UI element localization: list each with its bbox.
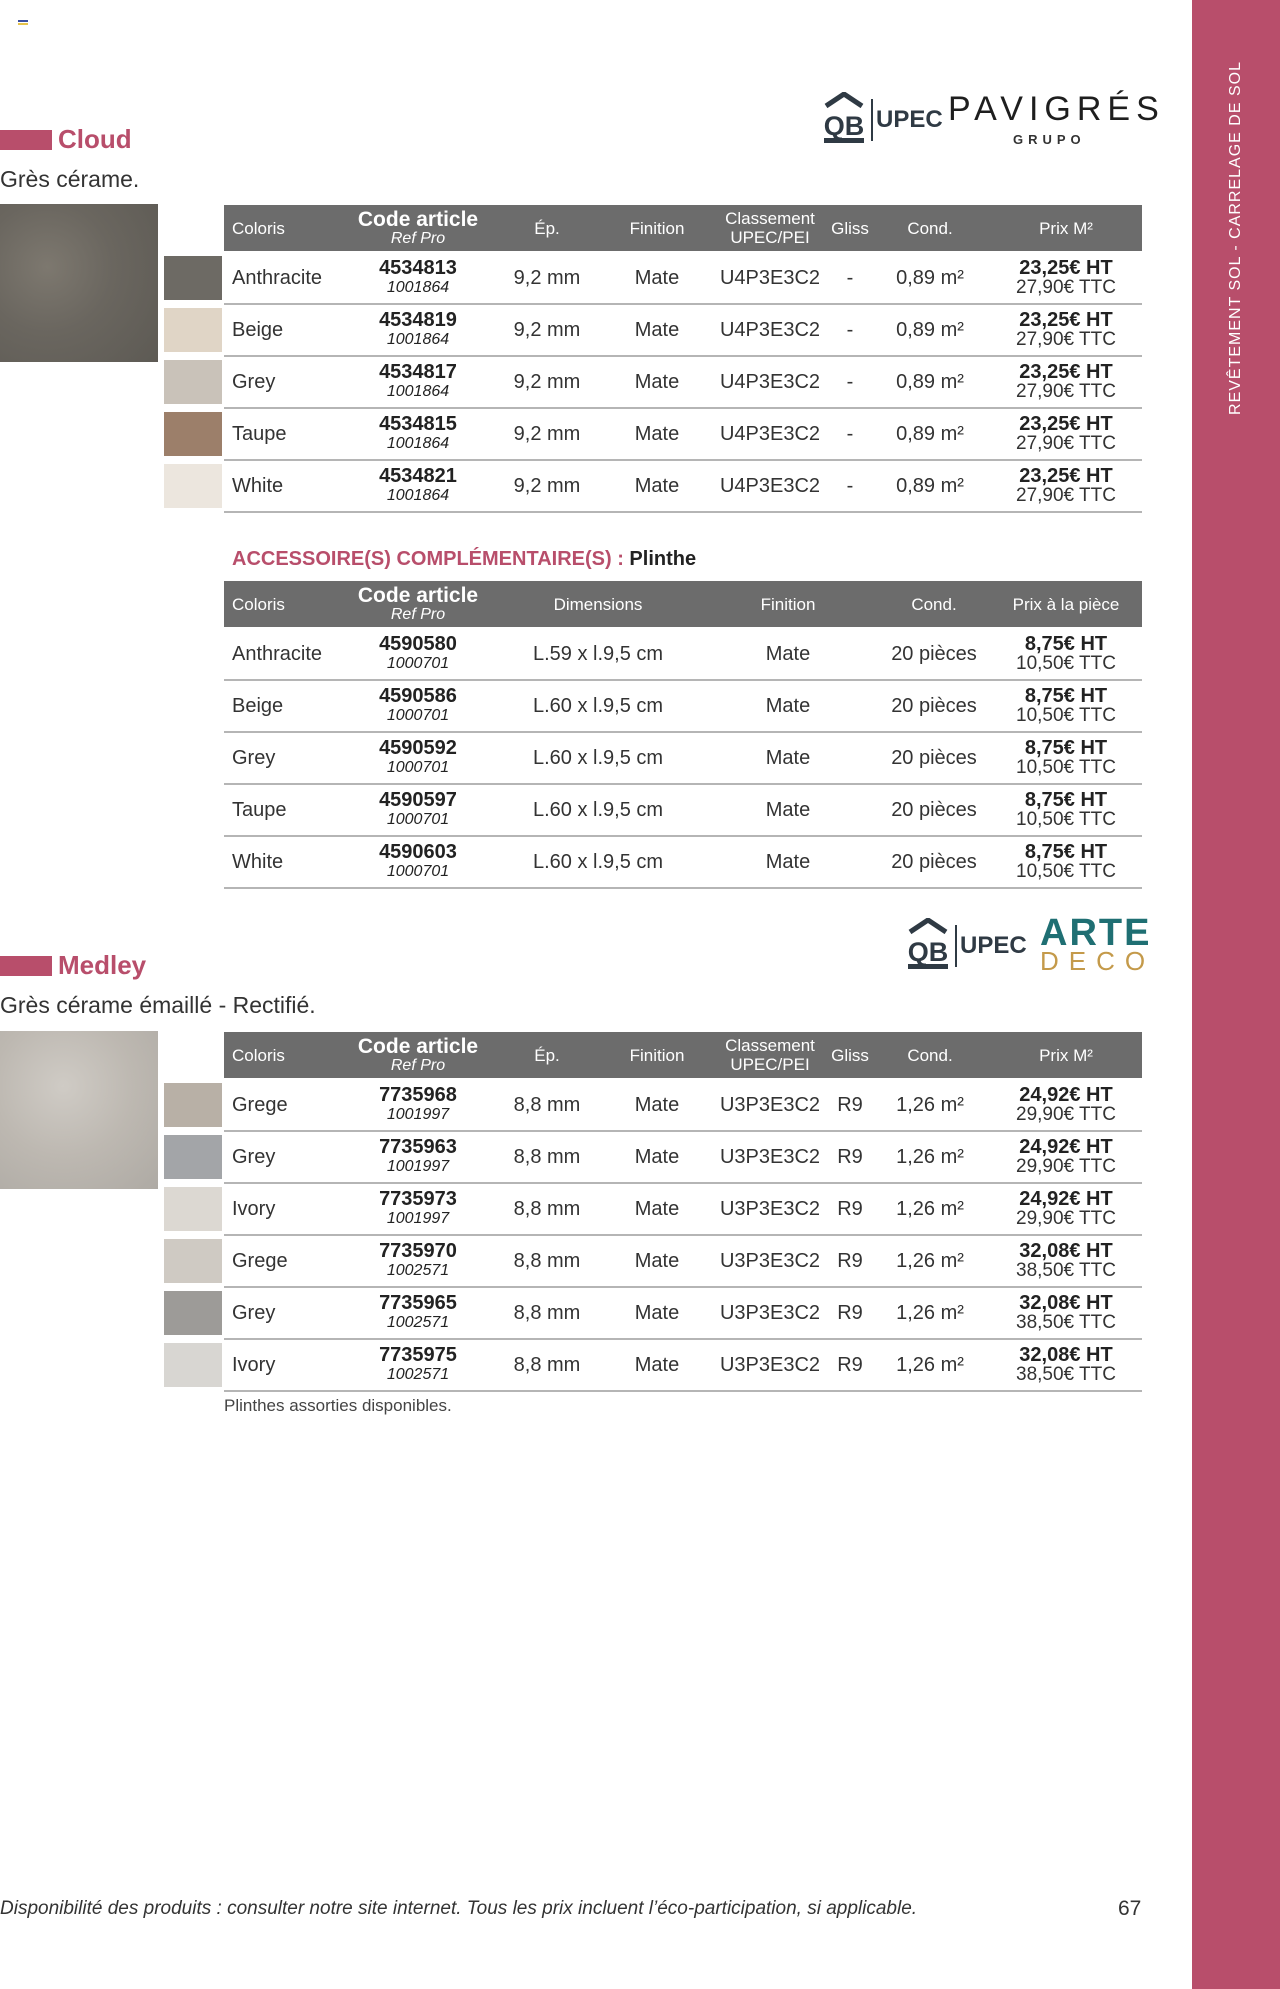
price-ht: 8,75€ HT: [1024, 685, 1108, 707]
footer-disclaimer: Disponibilité des produits : consulter notre site internet. Tous les prix incluent l’éco-participation, si applicable.: [0, 1898, 918, 1919]
table-row: [224, 837, 1142, 889]
price-cell: [990, 305, 1142, 355]
article-code: 7735965: [379, 1292, 457, 1314]
table-row: [224, 253, 1142, 305]
thickness-cell: 8,8 mm: [513, 1093, 581, 1116]
classement-cell: U3P3E3C2: [719, 1197, 821, 1220]
classement-cell: U3P3E3C2: [719, 1145, 821, 1168]
col-header-gliss: Gliss: [831, 218, 869, 238]
price-cell: [990, 1184, 1142, 1234]
cond-cell: 0,89 m²: [896, 422, 964, 445]
color-swatch: [164, 1187, 222, 1231]
code-cell: [344, 1132, 492, 1182]
price-ttc: 29,90€ TTC: [1016, 1156, 1116, 1177]
price-ttc: 10,50€ TTC: [1016, 861, 1116, 882]
coloris-cell: Beige: [232, 694, 284, 717]
finish-cell: Mate: [634, 1197, 680, 1220]
coloris-cell: Grey: [232, 1301, 276, 1324]
article-code: 4534813: [379, 257, 457, 279]
color-swatch: [164, 1135, 222, 1179]
code-cell: [344, 357, 492, 407]
thickness-cell: 8,8 mm: [513, 1301, 581, 1324]
finish-cell: Mate: [634, 1301, 680, 1324]
article-code: 4534819: [379, 309, 457, 331]
price-ht: 24,92€ HT: [1019, 1188, 1113, 1210]
logo-divider: [871, 99, 873, 141]
gliss-cell: R9: [837, 1197, 863, 1220]
code-cell: [344, 409, 492, 459]
col-header-finition: Finition: [629, 218, 685, 238]
col-header-prix: Prix à la pièce: [1012, 594, 1120, 614]
price-ttc: 27,90€ TTC: [1016, 485, 1116, 506]
price-ht: 24,92€ HT: [1019, 1136, 1113, 1158]
price-ht: 32,08€ HT: [1019, 1344, 1113, 1366]
col-header-ref-label: Ref Pro: [390, 1056, 446, 1074]
price-ht: 8,75€ HT: [1024, 633, 1108, 655]
table-row: [224, 357, 1142, 409]
classement-cell: U4P3E3C2: [719, 422, 821, 445]
col-header-ref-label: Ref Pro: [390, 605, 446, 623]
price-ttc: 38,50€ TTC: [1016, 1312, 1116, 1333]
price-cell: [990, 1236, 1142, 1286]
color-swatch: [164, 464, 222, 508]
cond-cell: 1,26 m²: [896, 1301, 964, 1324]
side-category-label: REVÊTEMENT SOL - CARRELAGE DE SOL: [1227, 61, 1244, 415]
gliss-cell: R9: [837, 1301, 863, 1324]
col-header-cond: Cond.: [907, 218, 953, 238]
code-cell: [344, 1080, 492, 1130]
upec-logo: UPEC: [876, 106, 943, 133]
table-header: [224, 581, 1142, 627]
finish-cell: Mate: [634, 266, 680, 289]
classement-cell: U4P3E3C2: [719, 370, 821, 393]
price-ttc: 29,90€ TTC: [1016, 1104, 1116, 1125]
section-subtitle-cloud: Grès cérame.: [0, 166, 140, 192]
color-swatch: [164, 1083, 222, 1127]
arte-deco-logo: ARTE: [1040, 912, 1152, 954]
article-code: 7735973: [379, 1188, 457, 1210]
cond-cell: 20 pièces: [891, 694, 977, 717]
table-row: [224, 1288, 1142, 1340]
gliss-cell: -: [846, 474, 854, 497]
price-ttc: 27,90€ TTC: [1016, 277, 1116, 298]
ref-pro-code: 1000701: [386, 759, 450, 776]
code-cell: [344, 1340, 492, 1390]
ref-pro-code: 1001864: [386, 279, 450, 296]
dimensions-cell: L.60 x l.9,5 cm: [532, 694, 664, 717]
finish-cell: Mate: [765, 798, 811, 821]
finish-cell: Mate: [634, 474, 680, 497]
col-header-prix: Prix M²: [1039, 218, 1093, 238]
article-code: 7735963: [379, 1136, 457, 1158]
col-header-classement: Classement UPEC/PEI: [725, 209, 815, 247]
article-code: 4590603: [379, 841, 457, 863]
color-swatch: [164, 360, 222, 404]
cond-cell: 1,26 m²: [896, 1197, 964, 1220]
price-cell: [990, 253, 1142, 303]
price-ht: 32,08€ HT: [1019, 1292, 1113, 1314]
col-header-classement: Classement UPEC/PEI: [725, 1036, 815, 1074]
finish-cell: Mate: [634, 318, 680, 341]
price-cell: [990, 357, 1142, 407]
coloris-cell: Taupe: [232, 422, 287, 445]
gliss-cell: R9: [837, 1249, 863, 1272]
qb-logo-text: QB: [907, 937, 949, 967]
table-row: [224, 1236, 1142, 1288]
thickness-cell: 8,8 mm: [513, 1249, 581, 1272]
product-image-medley: [0, 1031, 158, 1189]
table-row: [224, 1080, 1142, 1132]
article-code: 4534817: [379, 361, 457, 383]
coloris-cell: Taupe: [232, 798, 287, 821]
thickness-cell: 9,2 mm: [513, 318, 581, 341]
cond-cell: 20 pièces: [891, 642, 977, 665]
color-swatch: [164, 256, 222, 300]
article-code: 4590586: [379, 685, 457, 707]
col-header-cond: Cond.: [911, 594, 957, 614]
gliss-cell: -: [846, 266, 854, 289]
dimensions-cell: L.60 x l.9,5 cm: [532, 850, 664, 873]
classement-cell: U3P3E3C2: [719, 1301, 821, 1324]
table-row: [224, 681, 1142, 733]
price-ttc: 38,50€ TTC: [1016, 1260, 1116, 1281]
table-row: [224, 733, 1142, 785]
arte-deco-logo-sub: DECO: [1040, 946, 1156, 976]
qb-logo-text: QB: [823, 111, 865, 141]
ref-pro-code: 1001997: [386, 1158, 450, 1175]
col-header-dimensions: Dimensions: [553, 594, 643, 614]
cond-cell: 20 pièces: [891, 798, 977, 821]
accessories-heading-item: Plinthe: [629, 548, 697, 570]
col-header-code-label: Code article: [357, 1034, 479, 1058]
code-cell: [344, 629, 492, 679]
classement-cell: U4P3E3C2: [719, 318, 821, 341]
col-header-coloris: Coloris: [232, 218, 285, 238]
ref-pro-code: 1000701: [386, 707, 450, 724]
dimensions-cell: L.60 x l.9,5 cm: [532, 746, 664, 769]
table-row: [224, 409, 1142, 461]
coloris-cell: Ivory: [232, 1353, 276, 1376]
accessories-table: [224, 581, 1142, 888]
price-cell: [990, 1080, 1142, 1130]
col-header-ep: Ép.: [534, 218, 560, 238]
code-cell: [344, 461, 492, 511]
col-header-coloris: Coloris: [232, 594, 285, 614]
finish-cell: Mate: [765, 850, 811, 873]
classement-cell: U3P3E3C2: [719, 1249, 821, 1272]
gliss-cell: R9: [837, 1093, 863, 1116]
ref-pro-code: 1001864: [386, 331, 450, 348]
thickness-cell: 9,2 mm: [513, 474, 581, 497]
ref-pro-code: 1001864: [386, 487, 450, 504]
price-ttc: 38,50€ TTC: [1016, 1364, 1116, 1385]
page-number: 67: [1118, 1897, 1142, 1920]
section-title-cloud: Cloud: [58, 124, 132, 154]
col-header-ref-label: Ref Pro: [390, 229, 446, 247]
table-row: [224, 785, 1142, 837]
price-ht: 8,75€ HT: [1024, 737, 1108, 759]
price-ttc: 29,90€ TTC: [1016, 1208, 1116, 1229]
coloris-cell: Grey: [232, 746, 276, 769]
gliss-cell: -: [846, 318, 854, 341]
pavigres-logo-sub: GRUPO: [1013, 132, 1086, 147]
col-header-code: [344, 205, 492, 251]
article-code: 4534815: [379, 413, 457, 435]
ref-pro-code: 1000701: [386, 863, 450, 880]
code-cell: [344, 305, 492, 355]
coloris-cell: Anthracite: [232, 266, 323, 289]
coloris-cell: Grey: [232, 370, 276, 393]
price-ht: 23,25€ HT: [1019, 413, 1113, 435]
price-cell: [990, 837, 1142, 887]
product-table-medley: [224, 1032, 1142, 1392]
price-ttc: 10,50€ TTC: [1016, 705, 1116, 726]
cond-cell: 1,26 m²: [896, 1249, 964, 1272]
finish-cell: Mate: [634, 1249, 680, 1272]
coloris-cell: Grey: [232, 1145, 276, 1168]
cond-cell: 20 pièces: [891, 850, 977, 873]
gliss-cell: R9: [837, 1145, 863, 1168]
article-code: 4590580: [379, 633, 457, 655]
classement-cell: U4P3E3C2: [719, 474, 821, 497]
thickness-cell: 9,2 mm: [513, 370, 581, 393]
finish-cell: Mate: [634, 1353, 680, 1376]
logo-divider: [955, 925, 957, 967]
qb-certification-icon: [906, 918, 950, 970]
code-cell: [344, 681, 492, 731]
price-cell: [990, 785, 1142, 835]
coloris-cell: Beige: [232, 318, 284, 341]
finish-cell: Mate: [765, 694, 811, 717]
section-subtitle-medley: Grès cérame émaillé - Rectifié.: [0, 992, 316, 1018]
color-swatch: [164, 412, 222, 456]
price-cell: [990, 461, 1142, 511]
code-cell: [344, 1288, 492, 1338]
accessories-heading: [232, 548, 696, 571]
code-cell: [344, 733, 492, 783]
price-ht: 23,25€ HT: [1019, 309, 1113, 331]
thickness-cell: 8,8 mm: [513, 1353, 581, 1376]
thickness-cell: 8,8 mm: [513, 1145, 581, 1168]
price-ht: 23,25€ HT: [1019, 361, 1113, 383]
ref-pro-code: 1001864: [386, 383, 450, 400]
ref-pro-code: 1001864: [386, 435, 450, 452]
price-ht: 32,08€ HT: [1019, 1240, 1113, 1262]
price-ttc: 27,90€ TTC: [1016, 433, 1116, 454]
gliss-cell: -: [846, 370, 854, 393]
price-ttc: 10,50€ TTC: [1016, 809, 1116, 830]
code-cell: [344, 253, 492, 303]
pavigres-logo: PAVIGRÉS: [948, 90, 1165, 128]
color-swatch: [164, 1239, 222, 1283]
coloris-cell: White: [232, 474, 284, 497]
coloris-cell: Anthracite: [232, 642, 323, 665]
col-header-prix: Prix M²: [1039, 1045, 1093, 1065]
cond-cell: 1,26 m²: [896, 1353, 964, 1376]
price-cell: [990, 409, 1142, 459]
classement-cell: U3P3E3C2: [719, 1093, 821, 1116]
article-code: 4590592: [379, 737, 457, 759]
coloris-cell: Grege: [232, 1249, 288, 1272]
price-cell: [990, 1340, 1142, 1390]
table-row: [224, 461, 1142, 513]
price-cell: [990, 1132, 1142, 1182]
finish-cell: Mate: [634, 1145, 680, 1168]
price-ttc: 27,90€ TTC: [1016, 381, 1116, 402]
cond-cell: 20 pièces: [891, 746, 977, 769]
col-header-code: [344, 581, 492, 627]
table-header: [224, 1032, 1142, 1078]
table-header: [224, 205, 1142, 251]
color-swatch: [164, 1291, 222, 1335]
cond-cell: 1,26 m²: [896, 1145, 964, 1168]
section-marker: [0, 956, 52, 976]
code-cell: [344, 837, 492, 887]
code-cell: [344, 1236, 492, 1286]
coloris-cell: Grege: [232, 1093, 288, 1116]
price-cell: [990, 1288, 1142, 1338]
medley-note: Plinthes assorties disponibles.: [224, 1396, 452, 1415]
article-code: 4590597: [379, 789, 457, 811]
thickness-cell: 8,8 mm: [513, 1197, 581, 1220]
table-row: [224, 1340, 1142, 1392]
section-title-medley: Medley: [58, 950, 147, 980]
qb-certification-icon: [822, 92, 866, 144]
upec-logo: UPEC: [960, 932, 1027, 959]
table-row: [224, 1132, 1142, 1184]
cond-cell: 0,89 m²: [896, 370, 964, 393]
finish-cell: Mate: [765, 642, 811, 665]
finish-cell: Mate: [634, 370, 680, 393]
article-code: 4534821: [379, 465, 457, 487]
price-ht: 24,92€ HT: [1019, 1084, 1113, 1106]
price-ht: 8,75€ HT: [1024, 789, 1108, 811]
ref-pro-code: 1002571: [386, 1314, 450, 1331]
cond-cell: 0,89 m²: [896, 266, 964, 289]
coloris-cell: Ivory: [232, 1197, 276, 1220]
cond-cell: 1,26 m²: [896, 1093, 964, 1116]
price-ht: 23,25€ HT: [1019, 465, 1113, 487]
article-code: 7735975: [379, 1344, 457, 1366]
finish-cell: Mate: [634, 1093, 680, 1116]
ref-pro-code: 1001997: [386, 1210, 450, 1227]
ref-pro-code: 1002571: [386, 1366, 450, 1383]
corner-flag-icon: [18, 20, 28, 26]
gliss-cell: -: [846, 422, 854, 445]
col-header-cond: Cond.: [907, 1045, 953, 1065]
section-marker: [0, 130, 52, 150]
table-row: [224, 629, 1142, 681]
ref-pro-code: 1000701: [386, 655, 450, 672]
thickness-cell: 9,2 mm: [513, 422, 581, 445]
classement-cell: U3P3E3C2: [719, 1353, 821, 1376]
price-ht: 8,75€ HT: [1024, 841, 1108, 863]
ref-pro-code: 1000701: [386, 811, 450, 828]
price-cell: [990, 733, 1142, 783]
coloris-cell: White: [232, 850, 284, 873]
article-code: 7735968: [379, 1084, 457, 1106]
color-swatch: [164, 308, 222, 352]
code-cell: [344, 1184, 492, 1234]
code-cell: [344, 785, 492, 835]
price-ht: 23,25€ HT: [1019, 257, 1113, 279]
col-header-coloris: Coloris: [232, 1045, 285, 1065]
price-cell: [990, 681, 1142, 731]
dimensions-cell: L.60 x l.9,5 cm: [532, 798, 664, 821]
finish-cell: Mate: [634, 422, 680, 445]
price-ttc: 27,90€ TTC: [1016, 329, 1116, 350]
col-header-code: [344, 1032, 492, 1078]
ref-pro-code: 1001997: [386, 1106, 450, 1123]
gliss-cell: R9: [837, 1353, 863, 1376]
col-header-ep: Ép.: [534, 1045, 560, 1065]
col-header-finition: Finition: [629, 1045, 685, 1065]
finish-cell: Mate: [765, 746, 811, 769]
price-cell: [990, 629, 1142, 679]
article-code: 7735970: [379, 1240, 457, 1262]
product-image-cloud: [0, 204, 158, 362]
product-table-cloud: [224, 205, 1142, 512]
cond-cell: 0,89 m²: [896, 474, 964, 497]
col-header-gliss: Gliss: [831, 1045, 869, 1065]
cond-cell: 0,89 m²: [896, 318, 964, 341]
ref-pro-code: 1002571: [386, 1262, 450, 1279]
color-swatch: [164, 1343, 222, 1387]
table-row: [224, 1184, 1142, 1236]
classement-cell: U4P3E3C2: [719, 266, 821, 289]
dimensions-cell: L.59 x l.9,5 cm: [532, 642, 664, 665]
price-ttc: 10,50€ TTC: [1016, 653, 1116, 674]
accessories-heading-label: ACCESSOIRE(S) COMPLÉMENTAIRE(S) :: [232, 548, 624, 570]
col-header-finition: Finition: [760, 594, 816, 614]
col-header-code-label: Code article: [357, 583, 479, 607]
col-header-code-label: Code article: [357, 207, 479, 231]
price-ttc: 10,50€ TTC: [1016, 757, 1116, 778]
thickness-cell: 9,2 mm: [513, 266, 581, 289]
table-row: [224, 305, 1142, 357]
